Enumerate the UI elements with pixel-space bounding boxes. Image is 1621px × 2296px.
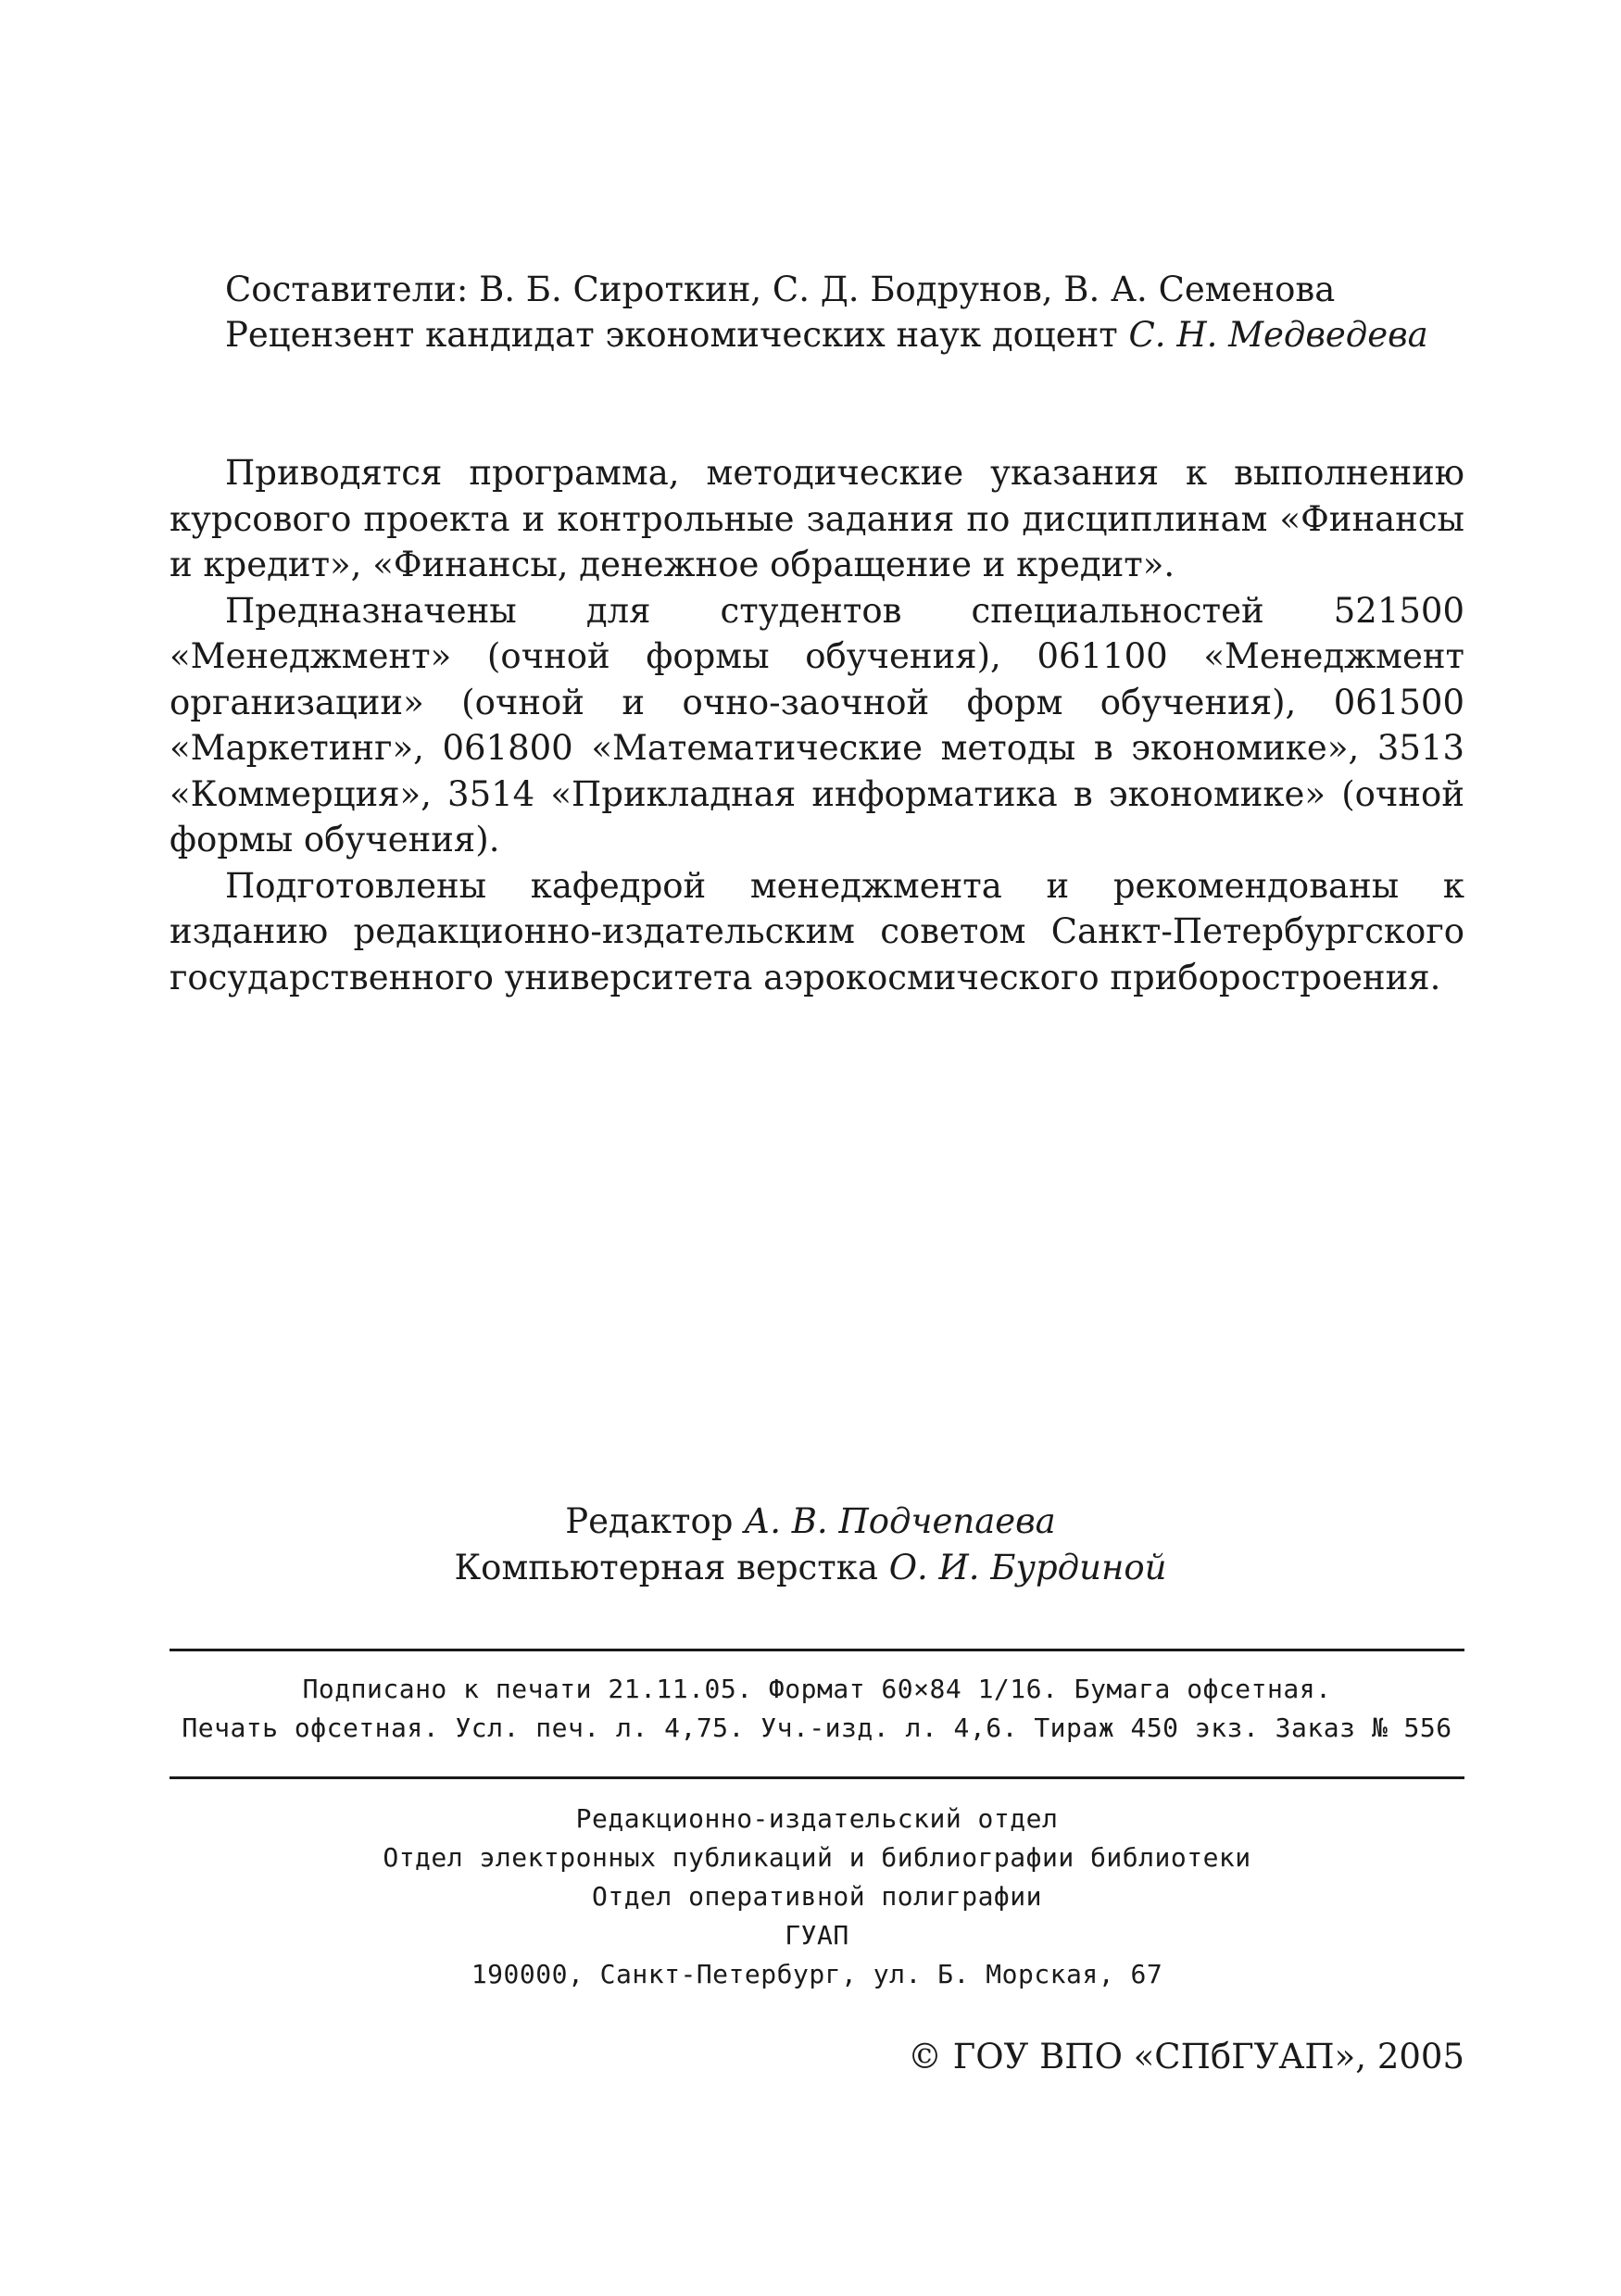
reviewer-name: С. Н. Медведева	[1128, 315, 1428, 355]
imprint-top-rule	[170, 1649, 1464, 1651]
editors-block	[0, 1499, 1621, 1591]
publisher-line-1: Редакционно-издательский отдел	[575, 1803, 1059, 1834]
publisher-line-3: Отдел оперативной полиграфии	[591, 1881, 1042, 1912]
publisher-line-4: ГУАП	[785, 1920, 849, 1951]
credits-block	[225, 267, 1476, 358]
reviewer-prefix: Рецензент кандидат экономических наук доцент	[225, 315, 1129, 355]
editor-name: А. В. Подчепаева	[744, 1501, 1056, 1541]
imprint-bottom-rule	[170, 1776, 1464, 1779]
abstract-paragraph-3: Подготовлены кафедрой менеджмента и рекомендованы к изданию редакционно-издательским советом Санкт-Петербургского государственного университета аэрокосмического приборостроения.	[170, 865, 1464, 997]
abstract-paragraph-1: Приводятся программа, методические указания к выполнению курсового проекта и контрольные задания по дисциплинам «Финансы и кредит», «Финансы, денежное обращение и кредит».	[170, 453, 1464, 584]
compilers-line: Составители: В. Б. Сироткин, С. Д. Бодрунов, В. А. Семенова	[225, 270, 1336, 309]
editor-prefix: Редактор	[565, 1501, 745, 1541]
publisher-block	[170, 1800, 1464, 1994]
copyright-line: © ГОУ ВПО «СПбГУАП», 2005	[908, 2037, 1464, 2076]
publisher-line-2: Отдел электронных публикаций и библиографии библиотеки	[383, 1842, 1251, 1873]
layout-line	[0, 1545, 1621, 1591]
abstract-block	[170, 450, 1464, 1000]
editor-line	[0, 1499, 1621, 1545]
layout-name: О. И. Бурдиной	[888, 1548, 1167, 1587]
layout-prefix: Компьютерная верстка	[454, 1548, 889, 1587]
publisher-line-5: 190000, Санкт-Петербург, ул. Б. Морская, 67	[471, 1959, 1163, 1989]
imprint-line-2: Печать офсетная. Усл. печ. л. 4,75. Уч.-изд. л. 4,6. Тираж 450 экз. Заказ № 556	[182, 1713, 1452, 1743]
reviewer-line	[225, 312, 1476, 358]
abstract-paragraph-2: Предназначены для студентов специальностей 521500 «Менеджмент» (очной формы обучения), 061100 «Менеджмент организации» (очной и очно-заочной форм обучения), 061500 «Маркетинг», 061800 «Математические методы в экономике», 3513 «Коммерция», 3514 «Прикладная информатика в экономике» (очной формы обучения).	[170, 590, 1464, 859]
imprint-block	[170, 1670, 1464, 1748]
imprint-line-1: Подписано к печати 21.11.05. Формат 60×84 1/16. Бумага офсетная.	[302, 1674, 1332, 1704]
